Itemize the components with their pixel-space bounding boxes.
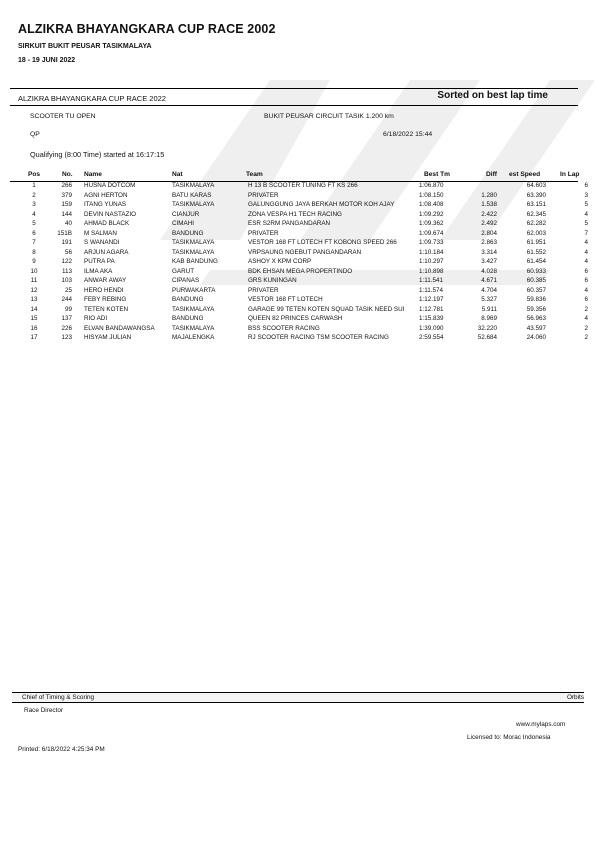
orbits-brand: Orbits: [566, 694, 584, 701]
row-speed: 60.933: [526, 267, 546, 275]
row-speed: 63.390: [526, 191, 546, 199]
row-pos: 9: [32, 258, 36, 265]
table-row: [0, 220, 595, 230]
row-name: ILMA AKA: [84, 267, 113, 275]
row-in-lap: 4: [584, 248, 588, 256]
header-diff: Diff: [486, 171, 497, 178]
row-best-time: 2:59.554: [419, 334, 444, 341]
circuit-length: BUKIT PEUSAR CIRCUIT TASIK 1.200 km: [264, 113, 394, 120]
row-number: 379: [61, 191, 72, 199]
header-name: Name: [84, 171, 102, 178]
row-team: PRIVATER: [248, 191, 279, 199]
row-diff: 4.028: [481, 267, 497, 275]
row-diff: 4.671: [481, 277, 497, 284]
row-diff: 1.280: [481, 191, 497, 199]
row-speed: 60.357: [526, 286, 546, 294]
race-director: Race Director: [24, 707, 64, 714]
row-nat: BANDUNG: [172, 315, 204, 322]
row-team: PRIVATER: [248, 229, 279, 237]
row-pos: 5: [32, 220, 36, 227]
row-number: 159: [61, 201, 72, 208]
row-in-lap: 4: [584, 315, 588, 322]
row-speed: 62.003: [526, 229, 546, 237]
header-nat: Nat: [172, 171, 183, 178]
circuit-subtitle: SIRKUIT BUKIT PEUSAR TASIKMALAYA: [18, 43, 152, 50]
row-name: AGNI HERTON: [84, 191, 128, 199]
row-number: 40: [64, 220, 72, 227]
header-pos: Pos: [28, 171, 41, 178]
row-best-time: 1:09.733: [419, 239, 444, 246]
row-team: PRIVATER: [248, 286, 279, 294]
website: www.mylaps.com: [516, 721, 566, 728]
row-diff: 4.704: [481, 286, 497, 294]
row-best-time: 1:08.408: [419, 201, 444, 208]
table-row: [0, 306, 595, 316]
row-number: 151B: [57, 229, 72, 237]
row-number: 56: [64, 248, 72, 256]
row-nat: KAB BANDUNG: [172, 258, 218, 265]
row-best-time: 1:10.297: [419, 258, 444, 265]
row-diff: 5.327: [481, 296, 497, 303]
row-number: 266: [61, 182, 72, 189]
row-team: GALUNGGUNG JAYA BERKAH MOTOR KOH AJAY: [248, 201, 395, 208]
row-name: AHMAD BLACK: [84, 220, 130, 227]
row-best-time: 1:11.574: [419, 286, 444, 294]
row-speed: 59.836: [526, 296, 546, 303]
row-diff: 2.804: [481, 229, 497, 237]
row-in-lap: 6: [584, 267, 588, 275]
row-nat: CIPANAS: [172, 277, 200, 284]
row-speed: 60.385: [526, 277, 546, 284]
table-row: [0, 192, 595, 202]
row-pos: 11: [30, 277, 38, 284]
row-in-lap: 4: [584, 210, 588, 218]
row-number: 25: [64, 286, 72, 294]
table-row: [0, 296, 595, 306]
row-in-lap: 4: [584, 286, 588, 294]
row-speed: 56.963: [526, 315, 546, 322]
row-name: ELVAN BANDAWANGSA: [84, 324, 155, 332]
row-in-lap: 4: [584, 258, 588, 265]
row-in-lap: 6: [584, 296, 588, 303]
row-in-lap: 6: [584, 182, 588, 189]
row-nat: TASIKMALAYA: [172, 305, 215, 313]
row-in-lap: 2: [584, 305, 588, 313]
table-row: [0, 230, 595, 240]
row-pos: 16: [30, 324, 38, 332]
row-pos: 2: [32, 191, 36, 199]
header-best-time: Best Tm: [424, 171, 451, 178]
table-row: [0, 249, 595, 259]
row-nat: CIMAHI: [172, 220, 195, 227]
row-name: ITANG YUNAS: [84, 201, 127, 208]
row-name: TETEN KOTEN: [84, 305, 129, 313]
row-nat: TASIKMALAYA: [172, 182, 215, 189]
row-best-time: 1:12.197: [419, 296, 444, 303]
row-name: PUTRA PA: [84, 258, 115, 265]
row-speed: 63.151: [526, 201, 546, 208]
row-diff: 8.969: [481, 315, 497, 322]
row-name: M SALMAN: [84, 229, 117, 237]
table-row: [0, 201, 595, 211]
row-nat: BANDUNG: [172, 229, 204, 237]
row-pos: 1: [32, 182, 36, 189]
row-team: RJ SCOOTER RACING TSM SCOOTER RACING: [248, 334, 389, 341]
qualifying-note: Qualifying (8:00 Time) started at 16:17:15: [30, 150, 165, 159]
row-team: VESTOR 168 FT LOTECH: [248, 296, 323, 303]
row-diff: 3.314: [481, 248, 497, 256]
class-name: SCOOTER TU OPEN: [30, 113, 96, 120]
row-pos: 15: [30, 315, 38, 322]
row-pos: 17: [30, 334, 38, 341]
row-pos: 6: [32, 229, 36, 237]
row-number: 123: [61, 334, 72, 341]
row-in-lap: 3: [584, 191, 588, 199]
row-best-time: 1:09.674: [419, 229, 444, 237]
row-best-time: 1:10.184: [419, 248, 444, 256]
row-number: 191: [61, 239, 72, 246]
row-in-lap: 5: [584, 220, 588, 227]
row-speed: 59.356: [526, 305, 546, 313]
row-best-time: 1:08.150: [419, 191, 444, 199]
row-in-lap: 6: [584, 277, 588, 284]
row-pos: 12: [30, 286, 38, 294]
table-row: [0, 239, 595, 249]
row-speed: 61.552: [526, 248, 546, 256]
row-name: DEVIN NASTAZIO: [84, 210, 137, 218]
row-speed: 43.597: [526, 324, 546, 332]
row-speed: 62.282: [526, 220, 546, 227]
row-name: ARJUN AGARA: [84, 248, 129, 256]
row-pos: 3: [32, 201, 36, 208]
row-diff: 3.427: [481, 258, 497, 265]
row-team: H 13 B SCOOTER TUNING FT KS 266: [248, 182, 358, 189]
header-speed: est Speed: [509, 171, 541, 178]
row-team: GRS KUNINGAN: [248, 277, 297, 284]
row-diff: 52.684: [477, 334, 497, 341]
licensed-to: Licensed to: Morac Indonesia: [467, 734, 551, 741]
row-number: 113: [61, 267, 72, 275]
row-nat: BANDUNG: [172, 296, 204, 303]
header-team: Team: [246, 171, 263, 178]
row-best-time: 1:06.870: [419, 182, 444, 189]
row-best-time: 1:12.781: [419, 305, 444, 313]
row-name: HISYAM JULIAN: [84, 334, 132, 341]
row-number: 144: [61, 210, 72, 218]
sort-label: Sorted on best lap time: [437, 90, 548, 101]
row-number: 99: [64, 305, 72, 313]
row-team: GARAGE 99 TETEN KOTEN SQUAD TASIK NEED SUI: [248, 305, 405, 313]
row-in-lap: 4: [584, 239, 588, 246]
row-speed: 64.603: [526, 182, 546, 189]
table-row: [0, 277, 595, 287]
table-row: [0, 211, 595, 221]
table-row: [0, 334, 595, 344]
row-nat: MAJALENGKA: [172, 334, 215, 341]
row-number: 244: [61, 296, 72, 303]
row-in-lap: 5: [584, 201, 588, 208]
table-row: [0, 325, 595, 335]
row-name: HERO HENDI: [84, 286, 124, 294]
page-title: ALZIKRA BHAYANGKARA CUP RACE 2002: [18, 22, 276, 36]
row-diff: 2.422: [481, 210, 497, 218]
row-nat: BATU KARAS: [172, 191, 212, 199]
row-speed: 61.951: [526, 239, 546, 246]
row-pos: 14: [30, 305, 38, 313]
row-diff: 2.863: [481, 239, 497, 246]
row-in-lap: 2: [584, 334, 588, 341]
row-team: VESTOR 168 FT LOTECH FT KOBONG SPEED 266: [248, 239, 397, 246]
session-datetime: 6/18/2022 15:44: [383, 131, 433, 138]
row-number: 103: [61, 277, 72, 284]
row-diff: 1.538: [481, 201, 497, 208]
printed-timestamp: Printed: 6/18/2022 4:25:34 PM: [18, 746, 105, 753]
row-in-lap: 7: [584, 229, 588, 237]
event-name: ALZIKRA BHAYANGKARA CUP RACE 2022: [18, 94, 166, 103]
event-dates: 18 - 19 JUNI 2022: [18, 57, 76, 64]
row-name: ANWAR AWAY: [84, 277, 127, 284]
row-nat: TASIKMALAYA: [172, 239, 215, 246]
event-band: [10, 88, 578, 106]
row-name: S WANANDI: [84, 239, 120, 246]
chief-of-timing: Chief of Timing & Scoring: [22, 694, 95, 701]
row-best-time: 1:09.292: [419, 210, 444, 218]
table-header: [0, 171, 595, 181]
row-speed: 24.060: [526, 334, 546, 341]
row-best-time: 1:09.362: [419, 220, 444, 227]
table-row: [0, 287, 595, 297]
session-code: QP: [30, 131, 40, 138]
row-best-time: 1:39.090: [419, 324, 444, 332]
table-row: [0, 258, 595, 268]
row-number: 137: [61, 315, 72, 322]
row-nat: CIANJUR: [172, 210, 200, 218]
header-in-lap: In Lap: [560, 171, 580, 178]
header-no: No.: [62, 171, 73, 178]
row-nat: TASIKMALAYA: [172, 324, 215, 332]
row-team: VRPSAUNG NGEBUT PANGANDARAN: [248, 248, 362, 256]
row-pos: 8: [32, 248, 36, 256]
row-pos: 13: [30, 296, 38, 303]
row-team: ZONA VESPA H1 TECH RACING: [248, 210, 342, 218]
row-team: ASHOY X KPM CORP: [248, 258, 312, 265]
row-number: 226: [61, 324, 72, 332]
row-team: ESR S2RM PANGANDARAN: [248, 220, 331, 227]
row-best-time: 1:15.839: [419, 315, 444, 322]
table-row: [0, 182, 595, 192]
row-name: HUSNA DOTCOM: [84, 182, 136, 189]
row-pos: 4: [32, 210, 36, 218]
table-row: [0, 315, 595, 325]
row-nat: PURWAKARTA: [172, 286, 216, 294]
row-team: BSS SCOOTER RACING: [248, 324, 320, 332]
row-nat: TASIKMALAYA: [172, 201, 215, 208]
row-pos: 7: [32, 239, 36, 246]
row-pos: 10: [30, 267, 38, 275]
row-nat: GARUT: [172, 267, 195, 275]
row-speed: 61.454: [526, 258, 546, 265]
row-best-time: 1:10.898: [419, 267, 444, 275]
row-diff: 5.911: [481, 305, 497, 313]
row-nat: TASIKMALAYA: [172, 248, 215, 256]
row-diff: 32.220: [477, 324, 497, 332]
row-best-time: 1:11.541: [419, 277, 444, 284]
row-in-lap: 2: [584, 324, 588, 332]
row-team: BDK EHSAN MEGA PROPERTINDO: [248, 267, 353, 275]
row-name: FEBY REBING: [84, 296, 127, 303]
row-diff: 2.492: [481, 220, 497, 227]
row-name: RIO ADI: [84, 315, 108, 322]
row-team: QUEEN 82 PRINCES CARWASH: [248, 315, 343, 322]
row-number: 122: [61, 258, 72, 265]
footer-bar: [12, 692, 584, 703]
row-speed: 62.345: [526, 210, 546, 218]
table-row: [0, 268, 595, 278]
